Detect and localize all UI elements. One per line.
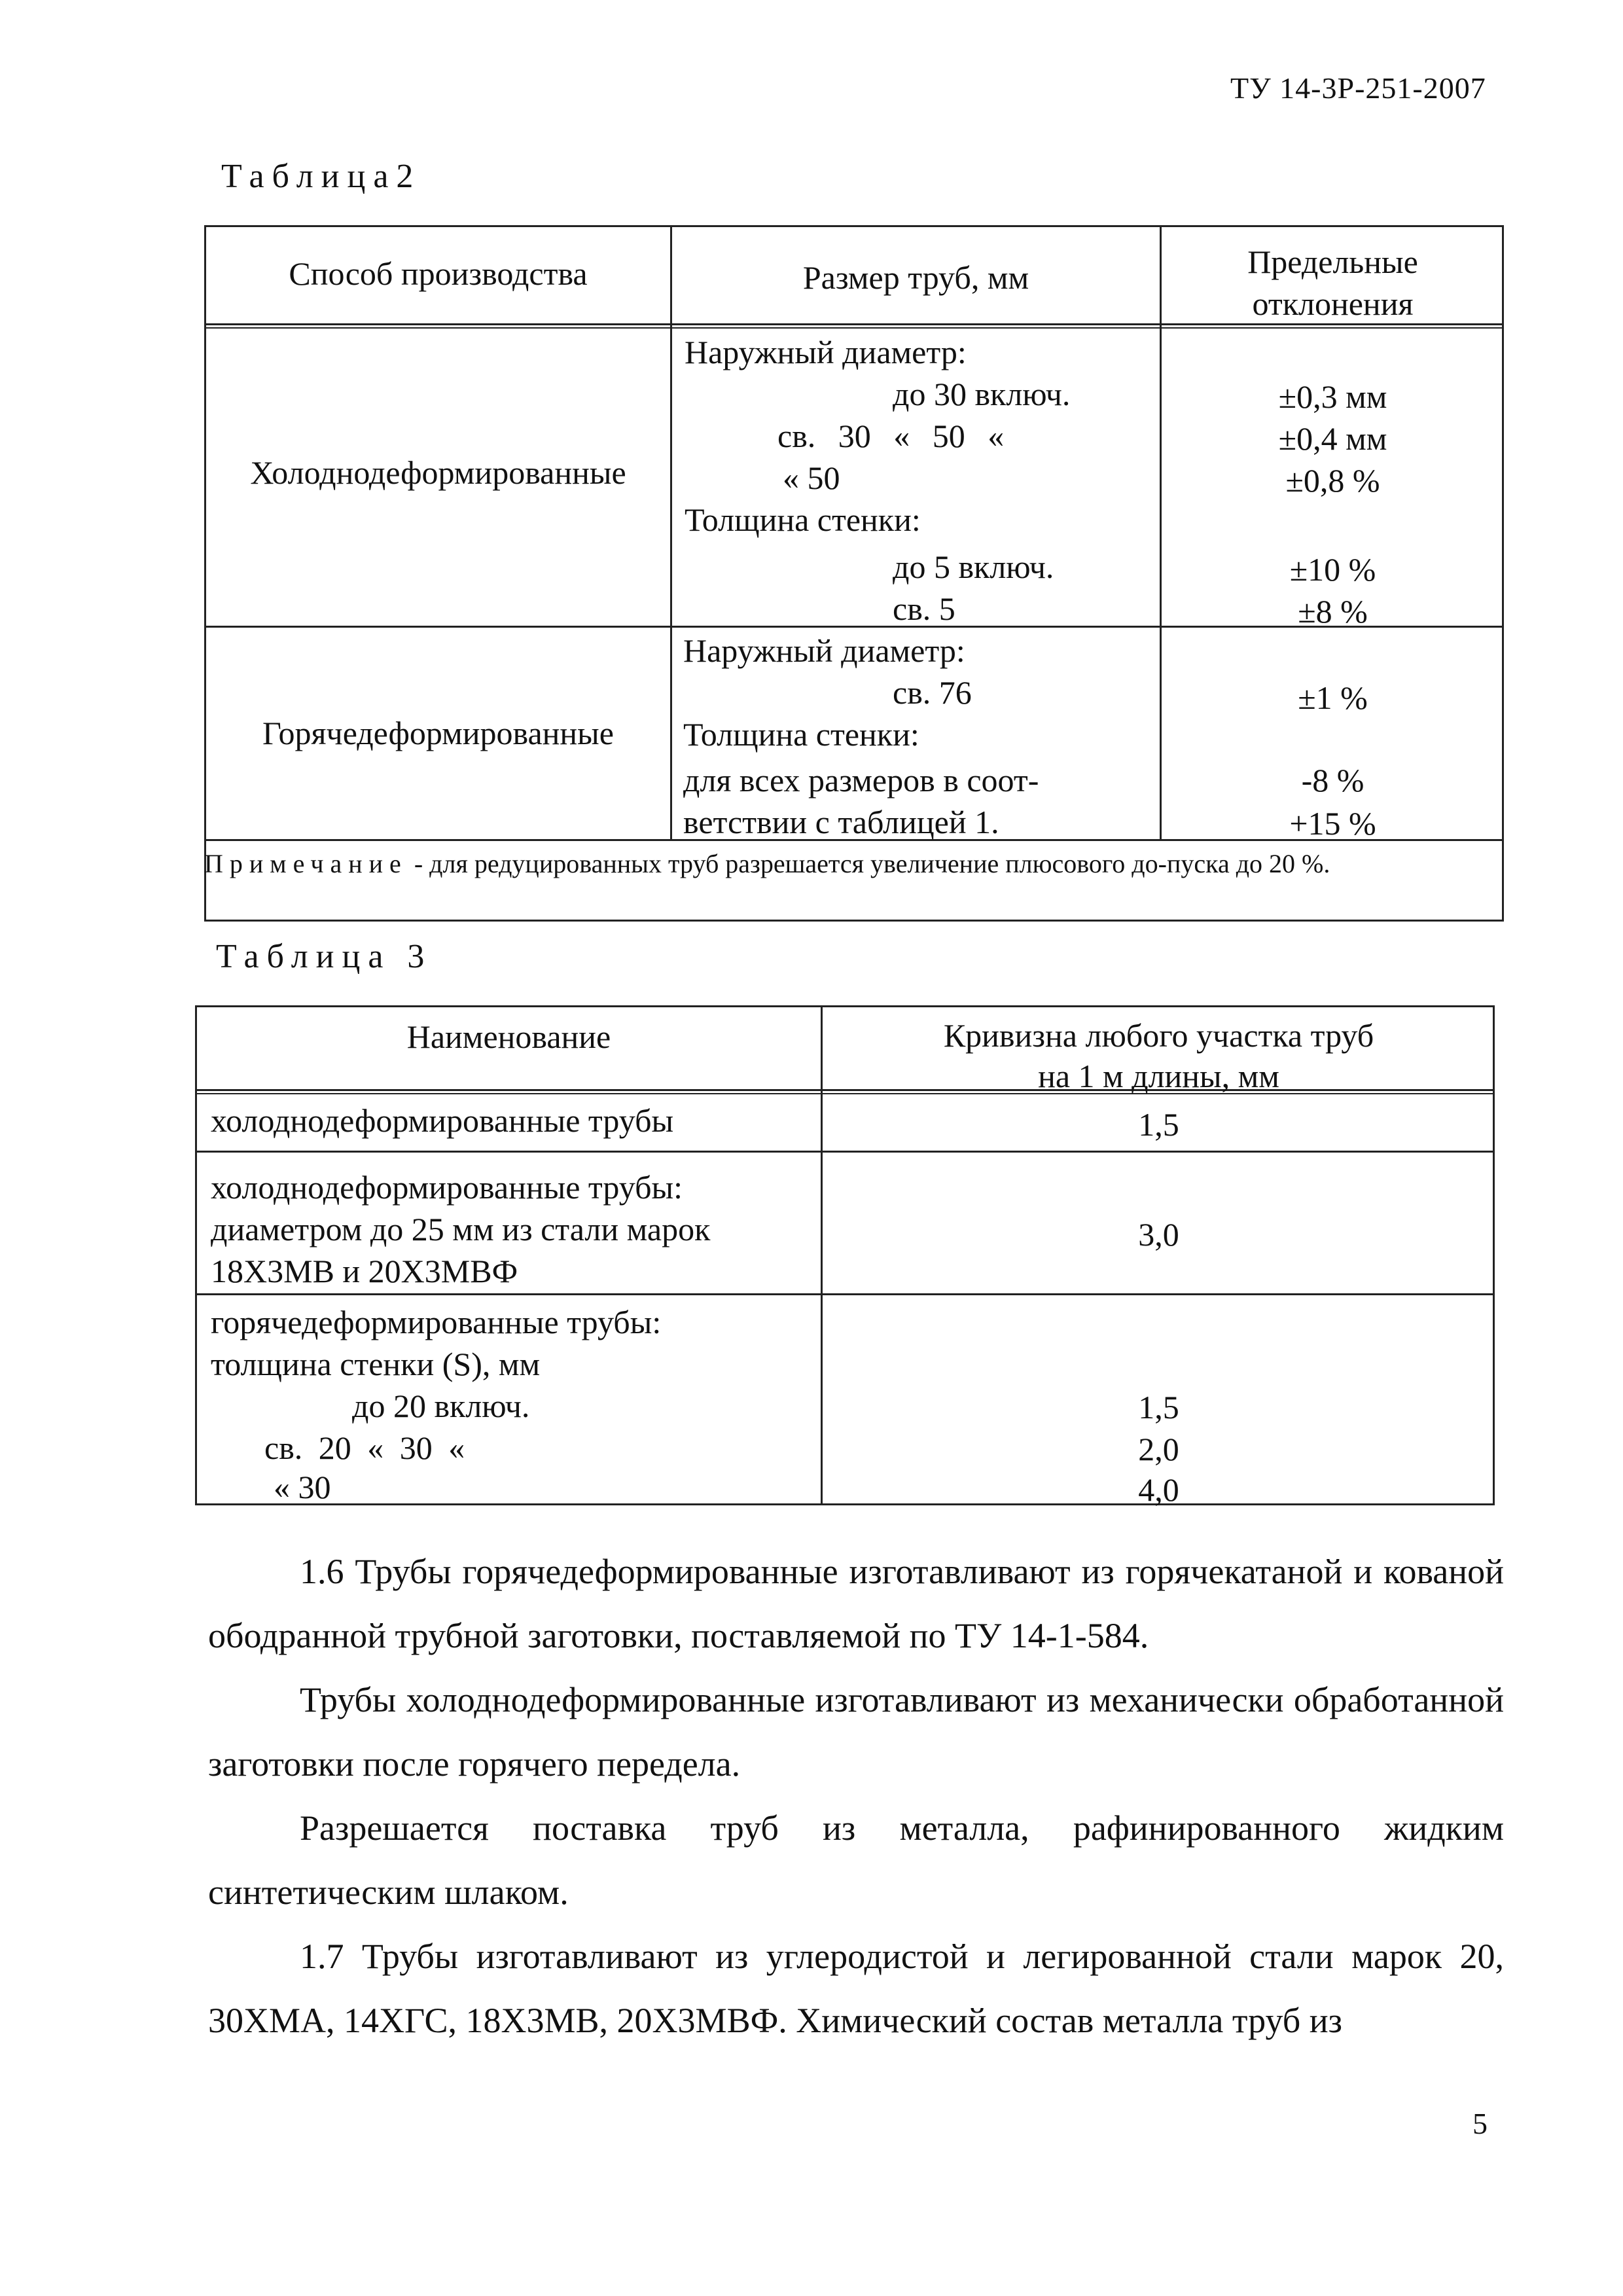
table2-tolerance-value: ±0,8 % [1285,462,1380,499]
table3-row1-name: холоднодеформированные трубы [211,1102,674,1139]
table3-row3-name-line: св. 20 « 30 « [264,1429,465,1466]
table3-row3-name-line: толщина стенки (S), мм [211,1346,541,1382]
table3-row3-name-line: горячедеформированные трубы: [211,1304,662,1340]
table3-row2-name-line: диаметром до 25 мм из стали марок [211,1211,711,1247]
table2-header-tolerance-line1: Предельные [1247,243,1418,280]
table2-size-line: до 5 включ. [893,548,1054,585]
table2-size-line: до 30 включ. [893,376,1071,412]
table2-col-divider-1 [670,225,672,840]
table3-row2-name-line: 18Х3МВ и 20Х3МВФ [211,1253,518,1289]
table2-tolerance-value: ±10 % [1289,551,1376,588]
paragraph-1-7: 1.7 Трубы изготавливают из углеродистой и легированной стали марок 20, 30ХМА, 14ХГС, 18Х3МВ, 20Х3МВФ. Химический состав металла труб из [208,1937,1504,2040]
table2-method-cold: Холоднодеформированные [250,454,626,491]
table3-row3-value: 2,0 [1138,1431,1179,1467]
note-label: Примечание [204,849,408,878]
table2-tolerance-value: ±8 % [1298,593,1368,630]
table2-tolerance-value: -8 % [1301,762,1364,798]
table2-tolerance-value: ±0,3 мм [1278,378,1387,415]
paragraph-cold-blank: Трубы холоднодеформированные изготавливают из механически обработанной заготовки после горячего передела. [208,1680,1504,1784]
page-number: 5 [1472,2107,1488,2140]
table3-row3-name-line: до 20 включ. [352,1388,530,1424]
table2-tolerance-value: ±1 % [1298,679,1368,716]
table2-size-line: Наружный диаметр: [685,334,967,370]
table2-size-line: Толщина стенки: [683,716,919,753]
table3-row3-value: 4,0 [1138,1471,1179,1508]
table2-size-line: Наружный диаметр: [683,632,965,669]
body-text [208,1539,1504,2053]
table2-tolerance-value: ±0,4 мм [1278,420,1387,457]
note-text: - для редуцированных труб разрешается увеличение плюсового до-пуска до 20 %. [407,849,1330,878]
table2-header-size: Размер труб, мм [802,259,1029,296]
table2-header-tolerance-line2: отклонения [1252,285,1414,322]
table2-note [204,848,1487,880]
table2-tolerance-value: +15 % [1289,805,1376,842]
table2-size-line: св. 5 [893,590,955,627]
table2-size-line: св. 76 [893,674,972,711]
document-code: ТУ 14-3Р-251-2007 [1230,71,1486,105]
table3-header-name: Наименование [406,1018,611,1055]
table2-size-line: для всех размеров в соот- [683,762,1039,798]
table3-header-curvature-line1: Кривизна любого участка труб [943,1017,1374,1054]
table2-size-line: « 50 [783,459,840,496]
table2-method-hot: Горячедеформированные [262,715,614,751]
table3-row3-value: 1,5 [1138,1389,1179,1426]
table3-row2-value: 3,0 [1138,1216,1179,1253]
paragraph-1-6: 1.6 Трубы горячедеформированные изготавливают из горячекатаной и кованой ободранной трубной заготовки, поставляемой по ТУ 14-1-584. [208,1552,1504,1655]
table3-row3-name-line: « 30 [274,1469,331,1505]
table3-row1-value: 1,5 [1138,1106,1179,1143]
paragraph-slag: Разрешается поставка труб из металла, рафинированного жидким синтетическим шлаком. [208,1808,1504,1912]
table2-caption: Таблица2 [221,158,421,195]
table3-caption: Таблица 3 [216,938,433,975]
table3-row2-name-line: холоднодеформированные трубы: [211,1169,683,1206]
table2-size-line: ветствии с таблицей 1. [683,804,999,840]
table2-size-line: Толщина стенки: [685,501,921,538]
table3-header-curvature-line2: на 1 м длины, мм [1038,1058,1279,1094]
table3-row-divider-1 [195,1151,1495,1153]
table2-header-method: Способ производства [289,255,588,292]
table3-row-divider-2 [195,1293,1495,1295]
table2-size-line: св. 30 « 50 « [777,418,1005,454]
